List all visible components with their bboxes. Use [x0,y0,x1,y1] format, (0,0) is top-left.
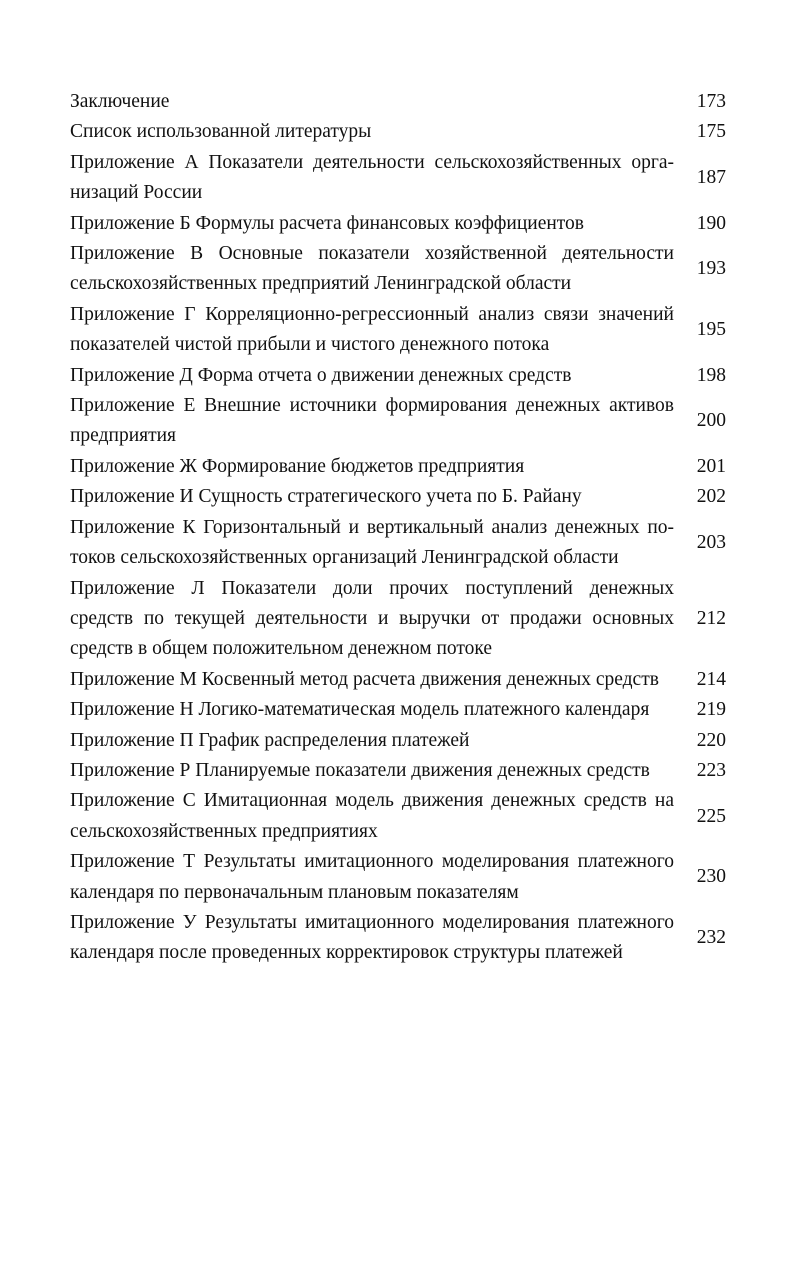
toc-entry-title [70,117,674,147]
toc-title-line: Приложение С Имитационная модель движения денежных средств на [70,790,674,812]
toc-page-number: 219 [696,699,726,721]
toc-entry-appendix-k[interactable] [70,513,726,574]
toc-entry-title [70,908,674,969]
toc-entry-appendix-t[interactable] [70,847,726,908]
toc-page-number: 202 [696,486,726,508]
toc-page-number: 198 [696,364,726,386]
toc-title-line: календаря после проведенных корректировок структуры платежей [70,942,623,964]
toc-page-number: 232 [696,927,726,949]
toc-title-line: средств в общем положительном денежном потоке [70,638,493,660]
toc-page-number: 173 [696,91,726,112]
toc-entry-appendix-p[interactable] [70,726,726,756]
toc-entry-appendix-e[interactable] [70,391,726,452]
toc-entry-title [70,513,674,574]
toc-entry-title [70,726,674,756]
table-of-contents [70,87,726,969]
toc-entry-title [70,756,674,786]
toc-entry-conclusion[interactable] [70,87,726,117]
toc-entry-appendix-l[interactable] [70,574,726,665]
toc-title-line: Приложение Т Результаты имитационного моделирования платежного [70,851,674,873]
toc-entry-appendix-m[interactable] [70,665,726,695]
toc-title-line: Приложение Л Показатели доли прочих поступлений денежных [70,577,674,599]
toc-title-line: предприятия [70,425,177,447]
toc-title-line: сельскохозяйственных предприятий Ленинградской области [70,273,572,295]
toc-page-number: 225 [696,805,726,827]
toc-entry-appendix-b[interactable] [70,209,726,239]
toc-entry-title [70,695,674,725]
toc-entry-appendix-v[interactable] [70,239,726,300]
toc-title-line: Заключение [70,91,170,112]
toc-entry-title [70,391,674,452]
toc-entry-title [70,847,674,908]
toc-title-line: Приложение М Косвенный метод расчета движения денежных средств [70,668,659,690]
toc-entry-appendix-d[interactable] [70,361,726,391]
toc-title-line: Приложение Е Внешние источники формирования денежных активов [70,395,674,417]
toc-title-line: Приложение Ж Формирование бюджетов предприятия [70,455,525,477]
toc-title-line: Приложение Р Планируемые показатели движения денежных средств [70,759,650,781]
toc-title-line: Список использованной литературы [70,121,372,143]
toc-title-line: Приложение П График распределения платежей [70,729,470,751]
toc-entry-title [70,209,674,239]
toc-title-line: Приложение Б Формулы расчета финансовых коэффициентов [70,212,585,234]
toc-title-line: календаря по первоначальным плановым показателям [70,881,519,903]
toc-entry-appendix-g[interactable] [70,300,726,361]
toc-page-number: 230 [696,866,726,888]
toc-title-line: Приложение У Результаты имитационного моделирования платежного [70,911,674,933]
toc-entry-title [70,87,674,117]
toc-entry-appendix-i[interactable] [70,482,726,512]
toc-entry-title [70,574,674,665]
toc-page-number: 214 [696,668,726,690]
toc-page-number: 193 [696,258,726,280]
toc-entry-appendix-s[interactable] [70,786,726,847]
toc-entry-appendix-r[interactable] [70,756,726,786]
toc-title-line: Приложение Н Логико-математическая модель платежного календаря [70,699,650,721]
toc-entry-title [70,786,674,847]
toc-title-line: Приложение Г Корреляционно-регрессионный анализ связи значений [70,303,674,325]
toc-entry-title [70,239,674,300]
toc-entry-appendix-n[interactable] [70,695,726,725]
toc-title-line: Приложение Д Форма отчета о движении денежных средств [70,364,572,386]
toc-page-number: 223 [696,759,726,781]
toc-entry-title [70,452,674,482]
toc-page-number: 203 [696,531,726,553]
toc-title-line: показателей чистой прибыли и чистого денежного потока [70,334,550,356]
toc-entry-title [70,482,674,512]
toc-title-line: Приложение В Основные показатели хозяйственной деятельности [70,243,674,265]
toc-page-number: 175 [696,121,726,143]
toc-title-line: токов сельскохозяйственных организаций Ленинградской области [70,547,619,569]
toc-entry-title [70,148,674,209]
toc-entry-appendix-a[interactable] [70,148,726,209]
toc-entry-appendix-u[interactable] [70,908,726,969]
toc-title-line: Приложение К Горизонтальный и вертикальный анализ денежных по- [70,516,674,538]
toc-page-number: 212 [696,607,726,629]
toc-entry-title [70,361,674,391]
toc-entry-title [70,300,674,361]
toc-page-number: 220 [696,729,726,751]
toc-page-number: 195 [696,319,726,341]
toc-page-number: 190 [696,212,726,234]
toc-page-number: 187 [696,167,726,189]
toc-page-number: 200 [696,410,726,432]
toc-page-number: 201 [696,455,726,477]
toc-entry-references[interactable] [70,117,726,147]
toc-title-line: Приложение И Сущность стратегического учета по Б. Райану [70,486,582,508]
toc-title-line: средств по текущей деятельности и выручки от продажи основных [70,607,674,629]
toc-entry-title [70,665,674,695]
toc-title-line: сельскохозяйственных предприятиях [70,820,378,842]
toc-entry-appendix-zh[interactable] [70,452,726,482]
toc-title-line: Приложение А Показатели деятельности сельскохозяйственных орга- [70,151,674,173]
toc-title-line: низаций России [70,182,203,204]
